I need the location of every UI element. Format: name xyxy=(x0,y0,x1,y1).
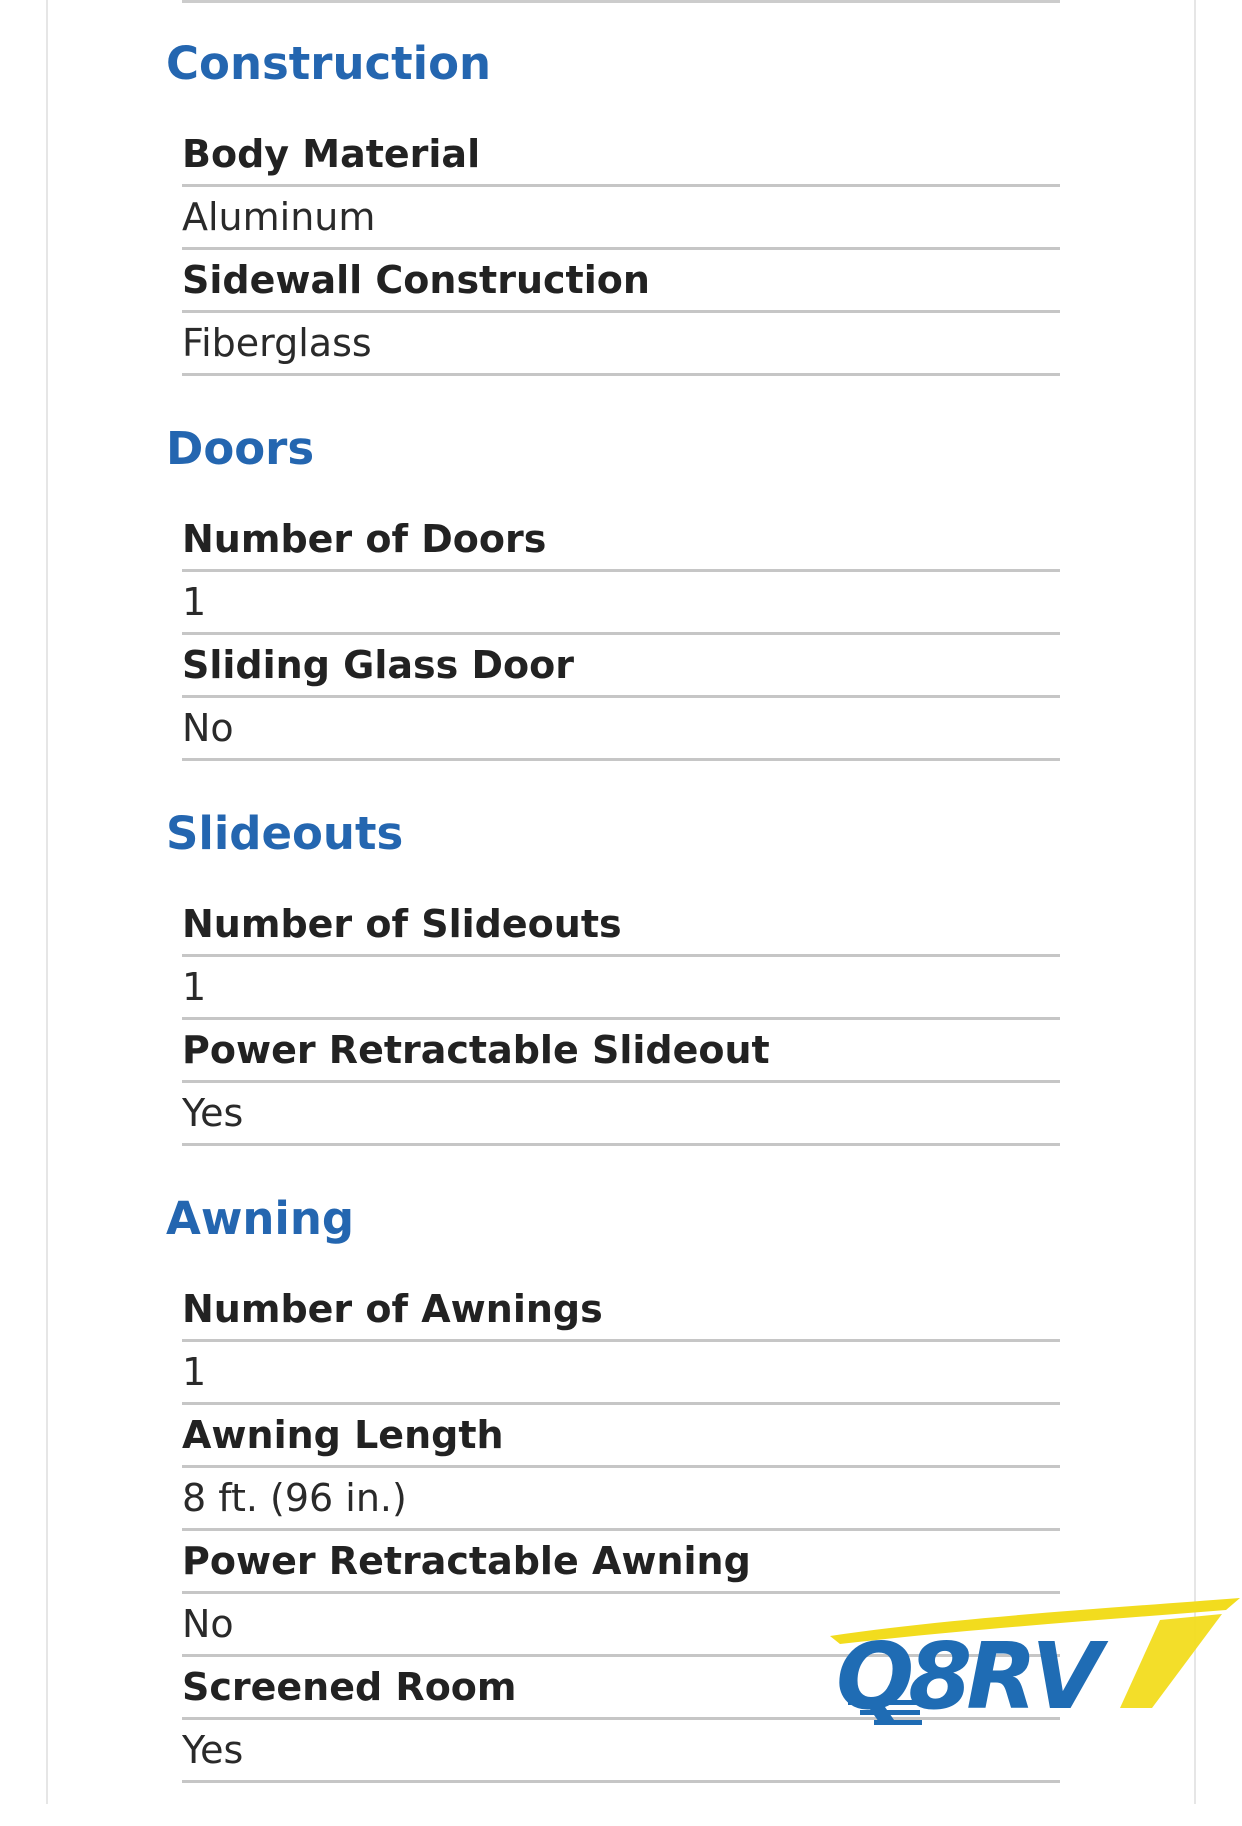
spec-value: Aluminum xyxy=(182,187,1060,250)
spec-value: 1 xyxy=(182,1342,1060,1405)
top-divider xyxy=(182,0,1060,3)
spec-label: Power Retractable Slideout xyxy=(182,1020,1060,1083)
logo-v-accent xyxy=(1120,1614,1222,1708)
spec-label: Power Retractable Awning xyxy=(182,1531,1060,1594)
spec-label: Screened Room xyxy=(182,1657,1060,1720)
spec-value: Yes xyxy=(182,1720,1060,1783)
page-border-right xyxy=(1194,0,1196,1804)
spec-label: Number of Awnings xyxy=(182,1279,1060,1342)
section-construction xyxy=(166,34,1060,376)
specs-content xyxy=(166,34,1060,1826)
spec-label: Awning Length xyxy=(182,1405,1060,1468)
spec-value: No xyxy=(182,1594,1060,1657)
spec-value: No xyxy=(182,698,1060,761)
section-title: Doors xyxy=(166,422,315,475)
spec-value: 8 ft. (96 in.) xyxy=(182,1468,1060,1531)
spec-label: Body Material xyxy=(182,124,1060,187)
spec-label: Sliding Glass Door xyxy=(182,635,1060,698)
q8rv-logo xyxy=(830,1596,1240,1736)
spec-value: Yes xyxy=(182,1083,1060,1146)
spec-value: 1 xyxy=(182,957,1060,1020)
section-slideouts xyxy=(166,804,1060,1146)
section-title: Slideouts xyxy=(166,807,404,860)
spec-label: Number of Slideouts xyxy=(182,894,1060,957)
section-title: Construction xyxy=(166,37,492,90)
spec-list xyxy=(182,894,1060,1146)
spec-value: 1 xyxy=(182,572,1060,635)
section-title: Awning xyxy=(166,1192,355,1245)
spec-list xyxy=(182,124,1060,376)
spec-value: Fiberglass xyxy=(182,313,1060,376)
section-doors xyxy=(166,419,1060,761)
spec-list xyxy=(182,509,1060,761)
spec-label: Number of Doors xyxy=(182,509,1060,572)
spec-label: Sidewall Construction xyxy=(182,250,1060,313)
logo-text: Q8RV xyxy=(836,1623,1097,1730)
page-border-left xyxy=(46,0,48,1804)
